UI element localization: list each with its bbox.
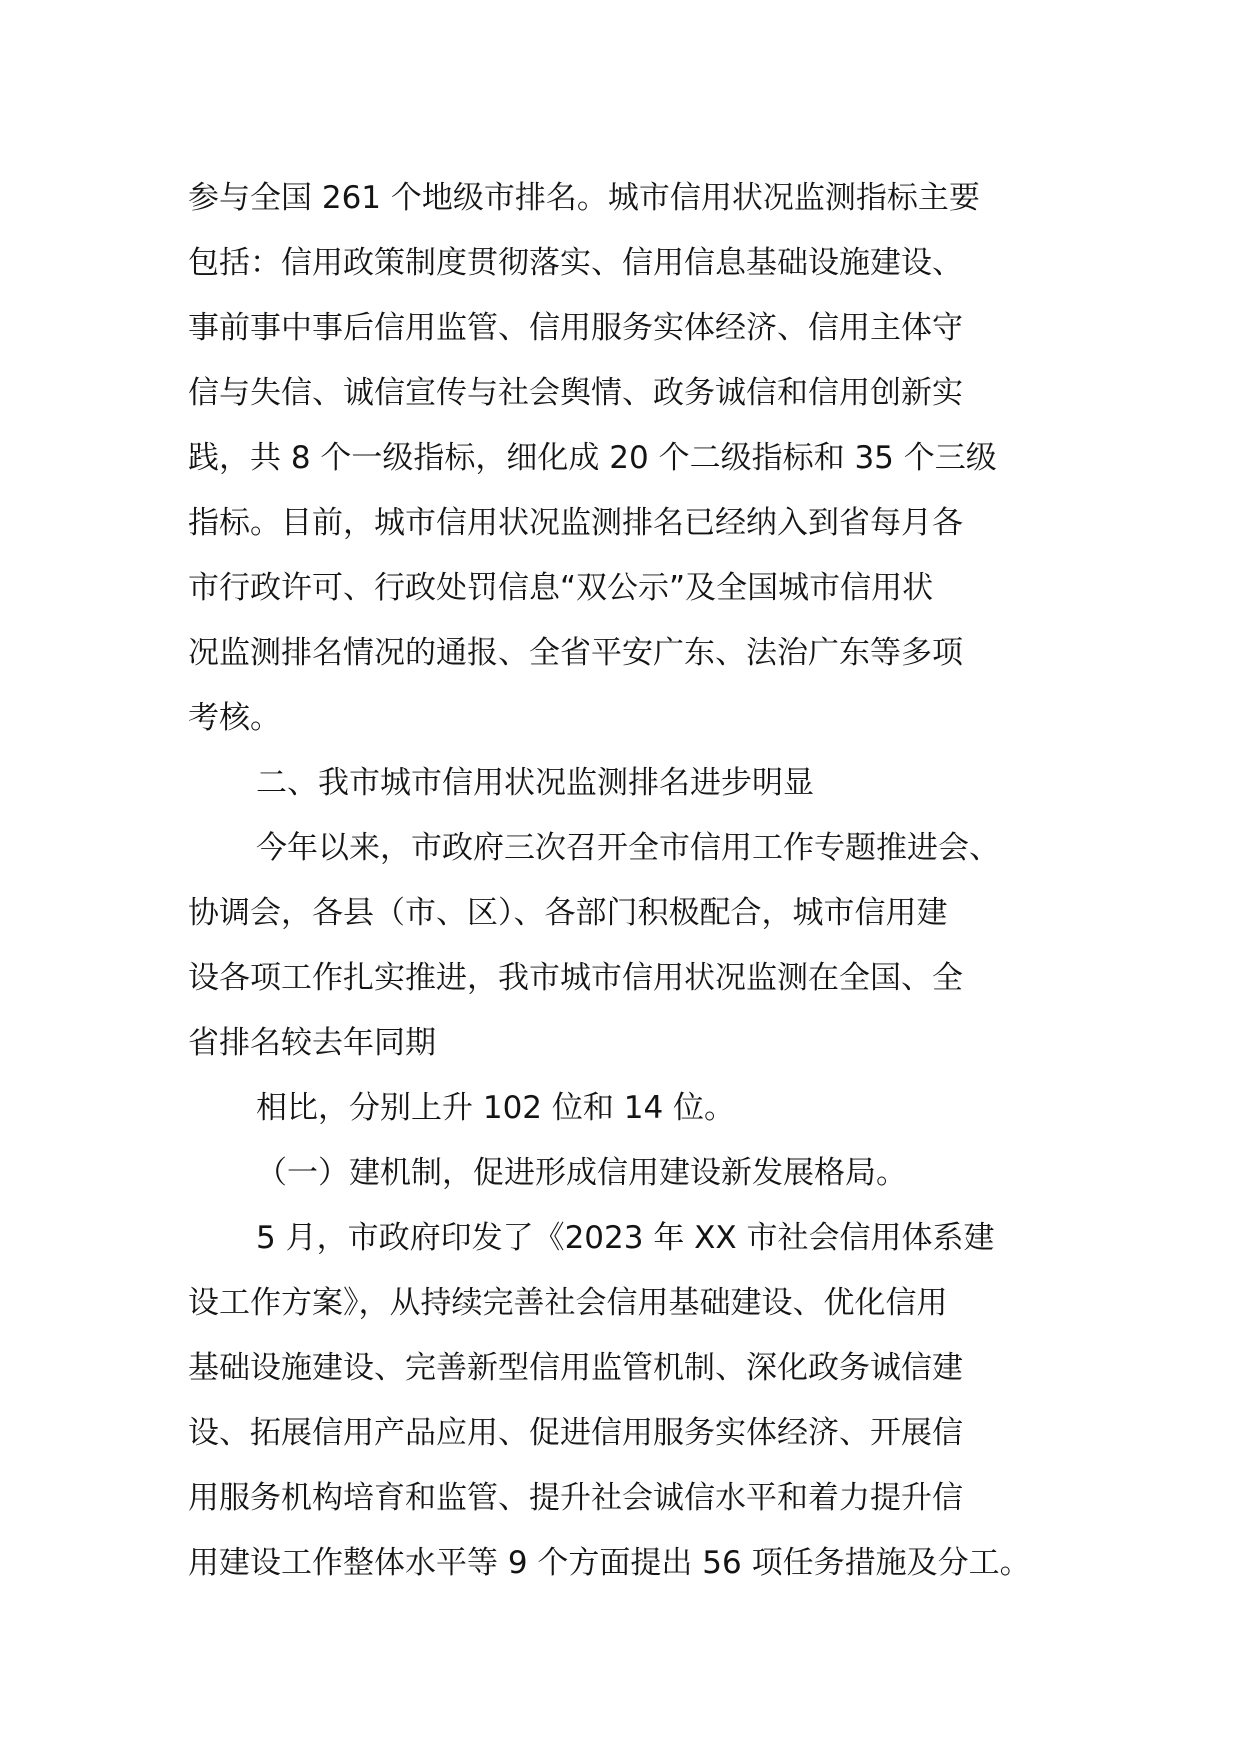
body-text [188,166,1088,1596]
text-line: 况监测排名情况的通报、全省平安广东、法治广东等多项 [188,635,963,671]
text-line: 相比，分别上升 102 位和 14 位。 [256,1090,736,1126]
subsection-heading: （一）建机制，促进形成信用建设新发展格局。 [256,1155,907,1191]
section-heading: 二、我市城市信用状况监测排名进步明显 [256,765,814,801]
text-line: 指标。目前，城市信用状况监测排名已经纳入到省每月各 [188,505,963,541]
text-line: 设各项工作扎实推进，我市城市信用状况监测在全国、全 [188,960,963,996]
text-line: 考核。 [188,700,281,736]
text-line: 省排名较去年同期 [188,1025,436,1061]
text-line: 基础设施建设、完善新型信用监管机制、深化政务诚信建 [188,1350,963,1386]
text-line: 协调会，各县（市、区）、各部门积极配合，城市信用建 [188,895,948,931]
text-line: 信与失信、诚信宣传与社会舆情、政务诚信和信用创新实 [188,375,963,411]
text-line: 践，共 8 个一级指标，细化成 20 个二级指标和 35 个三级 [188,440,997,476]
text-line: 设工作方案》，从持续完善社会信用基础建设、优化信用 [188,1285,948,1321]
text-line: 包括：信用政策制度贯彻落实、信用信息基础设施建设、 [188,245,963,281]
text-line: 5 月，市政府印发了《2023 年 XX 市社会信用体系建 [256,1220,995,1256]
text-line: 今年以来，市政府三次召开全市信用工作专题推进会、 [256,830,1000,866]
text-line: 参与全国 261 个地级市排名。城市信用状况监测指标主要 [188,180,980,216]
text-line: 用建设工作整体水平等 9 个方面提出 56 项任务措施及分工。 [188,1545,1031,1581]
text-line: 事前事中事后信用监管、信用服务实体经济、信用主体守 [188,310,963,346]
text-line: 设、拓展信用产品应用、促进信用服务实体经济、开展信 [188,1415,963,1451]
text-line: 用服务机构培育和监管、提升社会诚信水平和着力提升信 [188,1480,963,1516]
text-line: 市行政许可、行政处罚信息“双公示”及全国城市信用状 [188,570,934,606]
